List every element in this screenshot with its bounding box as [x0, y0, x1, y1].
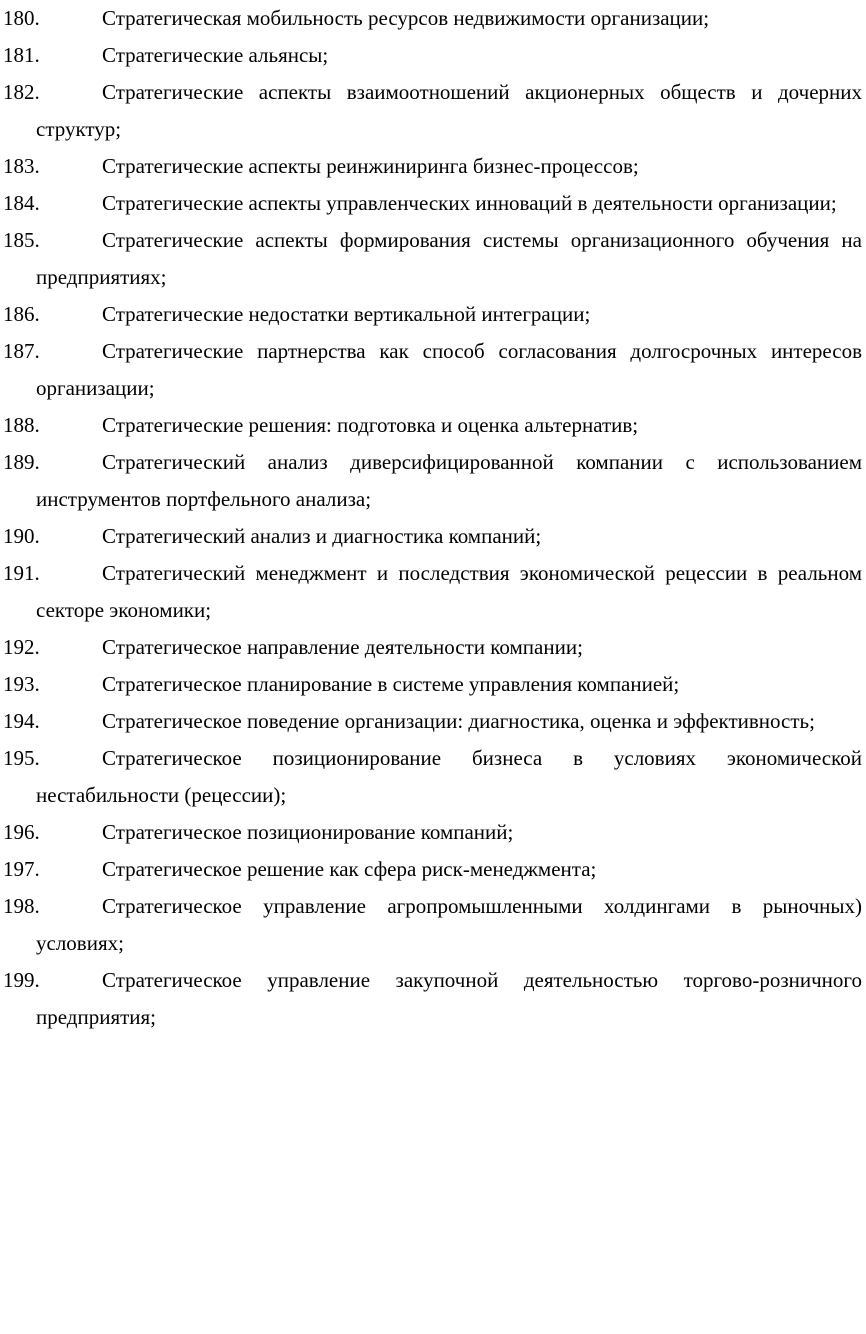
- item-number: 180.: [3, 6, 40, 30]
- item-text: Стратегическое направление деятельности компании;: [102, 635, 583, 659]
- item-number: 189.: [3, 450, 40, 474]
- list-item: [0, 851, 862, 888]
- item-number: 190.: [3, 524, 40, 548]
- item-number: 197.: [3, 857, 40, 881]
- item-text: Стратегическая мобильность ресурсов недвижимости организации;: [102, 6, 710, 30]
- item-number: 193.: [3, 672, 40, 696]
- list-item: [0, 296, 862, 333]
- item-text: Стратегические аспекты реинжиниринга бизнес-процессов;: [102, 154, 639, 178]
- item-number: 184.: [3, 191, 40, 215]
- item-text: Стратегическое поведение организации: диагностика, оценка и эффективность;: [102, 709, 815, 733]
- item-text: Стратегические аспекты формирования системы организационного обучения на предприятиях;: [36, 228, 862, 289]
- list-item: [0, 666, 862, 703]
- list-item: [0, 703, 862, 740]
- item-number: 183.: [3, 154, 40, 178]
- list-item: [0, 0, 862, 37]
- item-text: Стратегические аспекты взаимоотношений акционерных обществ и дочерних структур;: [36, 80, 862, 141]
- item-number: 199.: [3, 968, 40, 992]
- list-item: [0, 740, 862, 814]
- list-item: [0, 962, 862, 1036]
- item-number: 186.: [3, 302, 40, 326]
- item-number: 185.: [3, 228, 40, 252]
- list-item: [0, 333, 862, 407]
- list-item: [0, 814, 862, 851]
- list-item: [0, 37, 862, 74]
- item-number: 196.: [3, 820, 40, 844]
- item-text: Стратегические партнерства как способ согласования долгосрочных интересов организации;: [36, 339, 862, 400]
- item-number: 192.: [3, 635, 40, 659]
- item-number: 182.: [3, 80, 40, 104]
- list-item: [0, 629, 862, 666]
- item-text: Стратегическое позиционирование компаний;: [102, 820, 514, 844]
- item-number: 195.: [3, 746, 40, 770]
- item-text: Стратегические аспекты управленческих инноваций в деятельности организации;: [102, 191, 837, 215]
- item-text: Стратегическое позиционирование бизнеса в условиях экономической нестабильности (рецессии);: [36, 746, 862, 807]
- list-item: [0, 222, 862, 296]
- list-item: [0, 555, 862, 629]
- item-text: Стратегическое управление закупочной деятельностью торгово-розничного предприятия;: [36, 968, 862, 1029]
- list-item: [0, 185, 862, 222]
- item-number: 191.: [3, 561, 40, 585]
- item-number: 187.: [3, 339, 40, 363]
- list-item: [0, 518, 862, 555]
- item-text: Стратегическое управление агропромышленными холдингами в рыночных) условиях;: [36, 894, 862, 955]
- list-item: [0, 74, 862, 148]
- list-item: [0, 888, 862, 962]
- item-text: Стратегический анализ и диагностика компаний;: [102, 524, 542, 548]
- item-number: 194.: [3, 709, 40, 733]
- item-text: Стратегические альянсы;: [102, 43, 329, 67]
- list-item: [0, 444, 862, 518]
- item-number: 198.: [3, 894, 40, 918]
- item-text: Стратегические недостатки вертикальной интеграции;: [102, 302, 591, 326]
- item-text: Стратегические решения: подготовка и оценка альтернатив;: [102, 413, 639, 437]
- item-number: 188.: [3, 413, 40, 437]
- list-item: [0, 148, 862, 185]
- item-text: Стратегическое планирование в системе управления компанией;: [102, 672, 680, 696]
- item-text: Стратегический анализ диверсифицированной компании с использованием инструментов портфельного анализа;: [36, 450, 862, 511]
- list-item: [0, 407, 862, 444]
- item-number: 181.: [3, 43, 40, 67]
- item-text: Стратегический менеджмент и последствия экономической рецессии в реальном секторе экономики;: [36, 561, 862, 622]
- item-text: Стратегическое решение как сфера риск-менеджмента;: [102, 857, 597, 881]
